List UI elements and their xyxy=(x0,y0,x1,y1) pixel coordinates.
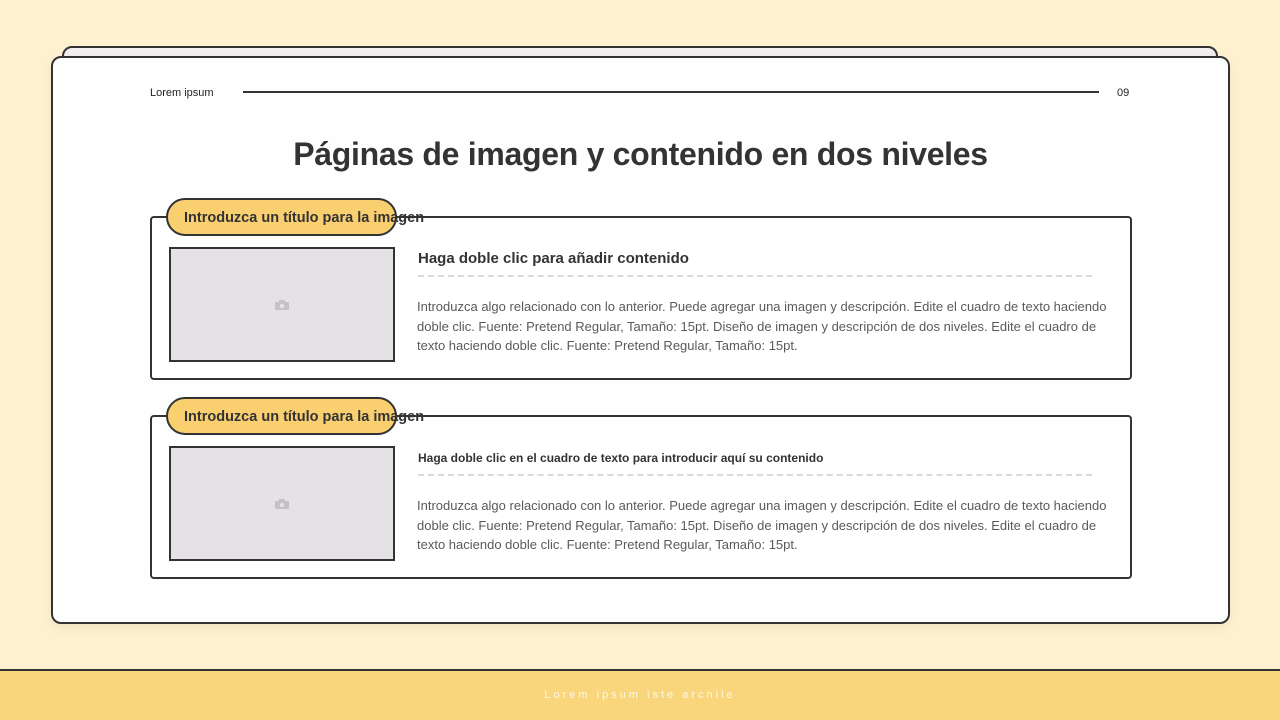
content-subtitle[interactable]: Haga doble clic en el cuadro de texto para introducir aquí su contenido xyxy=(418,451,824,465)
slide-card xyxy=(51,56,1230,624)
content-section-2 xyxy=(150,409,1132,579)
dashed-divider xyxy=(418,474,1092,476)
content-body[interactable]: Introduzca algo relacionado con lo anterior. Puede agregar una imagen y descripción. Edite el cuadro de texto haciendo doble clic. Fuente: Pretend Regular, Tamaño: 15pt. Diseño de imagen y descripción de dos niveles. Edite el cuadro de texto haciendo doble clic. Fuente: Pretend Regular, Tamaño: 15pt. xyxy=(417,299,1107,353)
header-label: Lorem ipsum xyxy=(150,87,214,99)
camera-icon xyxy=(275,300,289,310)
content-section-1 xyxy=(150,210,1132,380)
image-placeholder[interactable] xyxy=(169,247,395,362)
image-placeholder[interactable] xyxy=(169,446,395,561)
camera-icon xyxy=(275,499,289,509)
content-body[interactable]: Introduzca algo relacionado con lo anterior. Puede agregar una imagen y descripción. Edite el cuadro de texto haciendo doble clic. Fuente: Pretend Regular, Tamaño: 15pt. Diseño de imagen y descripción de dos niveles. Edite el cuadro de texto haciendo doble clic. Fuente: Pretend Regular, Tamaño: 15pt. xyxy=(417,498,1107,552)
header-divider xyxy=(243,91,1099,93)
footer-bar xyxy=(0,669,1280,720)
content-subtitle[interactable]: Haga doble clic para añadir contenido xyxy=(418,250,689,267)
page-title[interactable]: Páginas de imagen y contenido en dos niveles xyxy=(293,136,988,172)
footer-text: Lorem ipsum iste arcnile xyxy=(544,689,736,701)
image-title-text[interactable]: Introduzca un título para la imagen xyxy=(184,409,425,425)
image-title-text[interactable]: Introduzca un título para la imagen xyxy=(184,210,425,226)
page-number: 09 xyxy=(1117,87,1130,99)
dashed-divider xyxy=(418,275,1092,277)
